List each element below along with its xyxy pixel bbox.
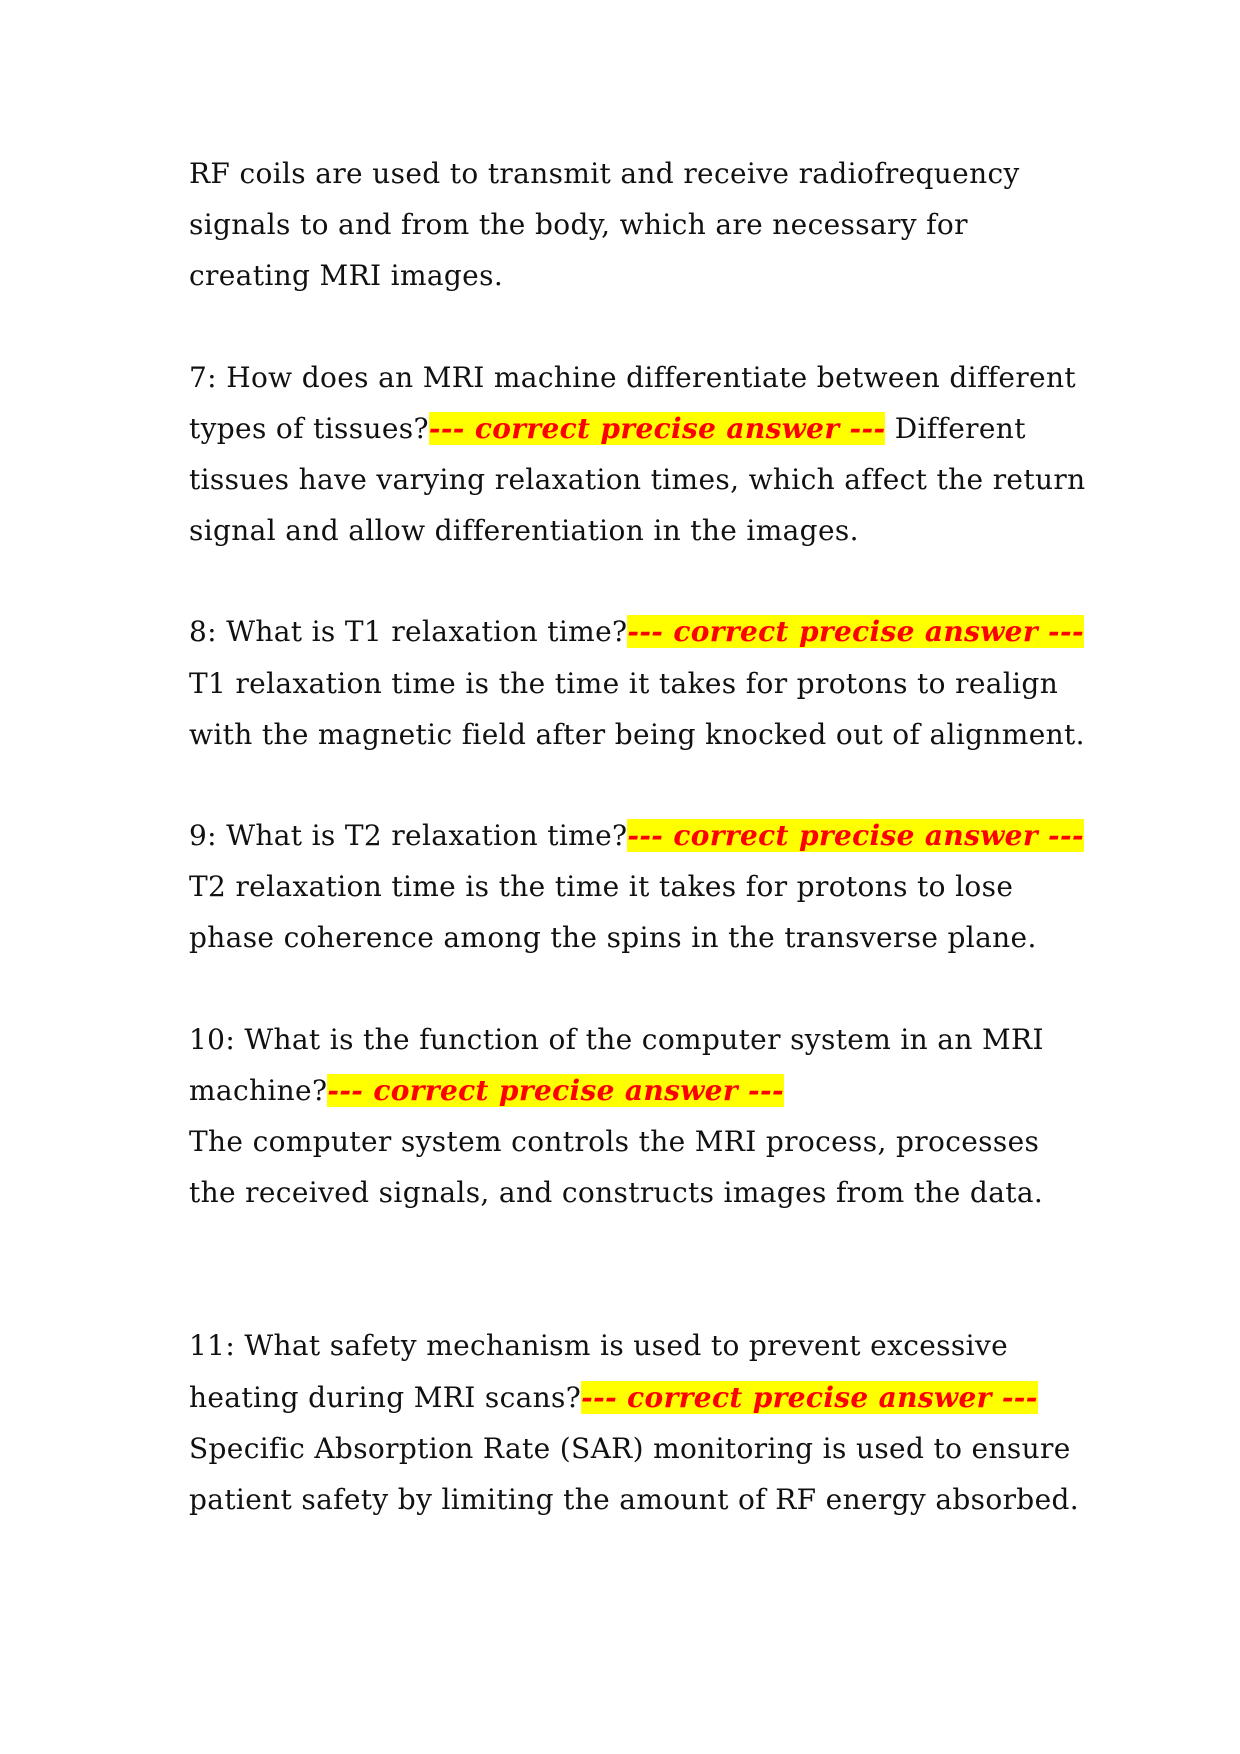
question-text: 7: How does an MRI machine differentiate between different types of tissues? <box>189 360 1076 445</box>
question-text: 10: What is the function of the computer system in an MRI machine? <box>189 1022 1044 1107</box>
qa-item-10 <box>189 1014 1089 1219</box>
document-body <box>189 148 1089 1575</box>
answer-text: T2 relaxation time is the time it takes for protons to lose phase coherence among the spins in the transverse plane. <box>189 870 1037 955</box>
answer-text: T1 relaxation time is the time it takes for protons to realign with the magnetic field after being knocked out of alignment. <box>189 666 1085 751</box>
question-text: 9: What is T2 relaxation time? <box>189 819 628 853</box>
answer-text: Different tissues have varying relaxation times, which affect the return signal and allow differentiation in the images. <box>189 411 1086 548</box>
answer-marker: --- correct precise answer --- <box>627 615 1084 649</box>
qa-item-9 <box>189 810 1089 964</box>
answer-text: The computer system controls the MRI process, processes the received signals, and constructs images from the data. <box>189 1125 1044 1210</box>
answer-marker: --- correct precise answer --- <box>627 819 1084 853</box>
answer-marker: --- correct precise answer --- <box>428 411 886 445</box>
qa-item-7 <box>189 352 1089 557</box>
qa-item-8 <box>189 606 1089 760</box>
qa-item-11 <box>189 1320 1089 1525</box>
intro-paragraph: RF coils are used to transmit and receive radiofrequency signals to and from the body, which are necessary for creating MRI images. <box>189 157 1020 293</box>
answer-marker: --- correct precise answer --- <box>581 1380 1038 1414</box>
answer-text: Specific Absorption Rate (SAR) monitoring is used to ensure patient safety by limiting the amount of RF energy absorbed. <box>189 1431 1080 1517</box>
question-text: 11: What safety mechanism is used to prevent excessive heating during MRI scans? <box>189 1329 1009 1414</box>
question-text: 8: What is T1 relaxation time? <box>189 615 628 649</box>
answer-marker: --- correct precise answer --- <box>327 1073 784 1107</box>
